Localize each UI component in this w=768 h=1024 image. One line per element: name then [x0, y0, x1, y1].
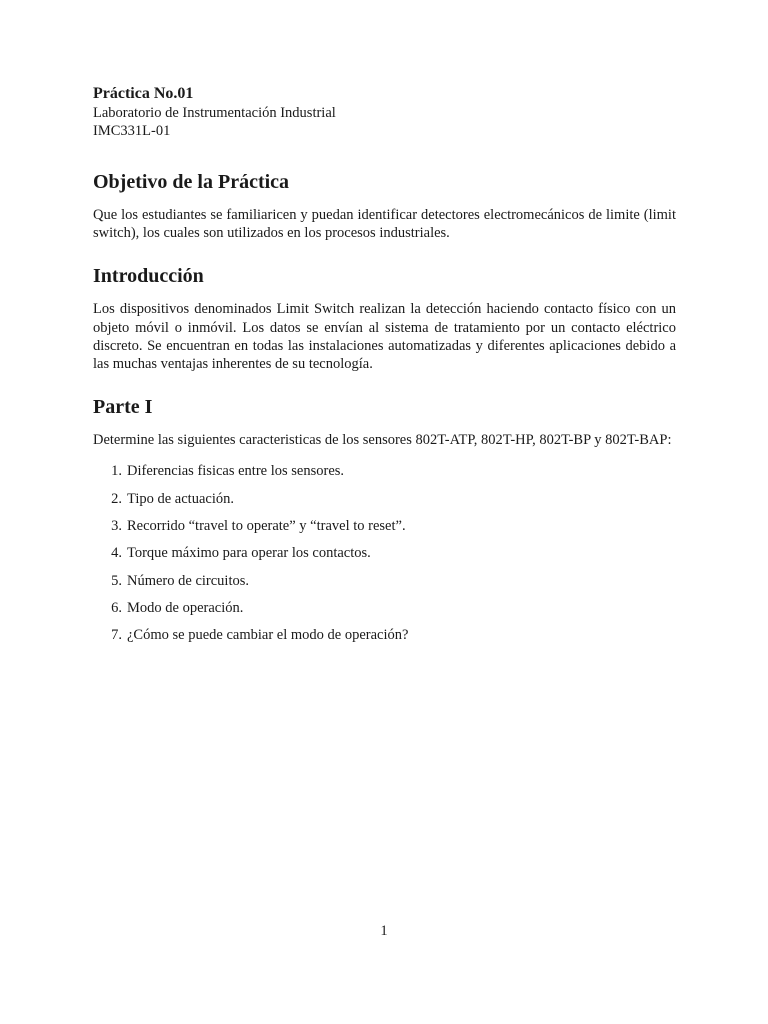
list-item-number: 7. — [111, 627, 122, 644]
list-item-text: Diferencias fisicas entre los sensores. — [127, 463, 345, 480]
course-name: Laboratorio de Instrumentación Industrial — [93, 105, 336, 121]
section-heading-objetivo: Objetivo de la Práctica — [93, 171, 290, 193]
list-item — [93, 462, 676, 480]
list-item — [93, 572, 676, 590]
section-body-introduccion: Los dispositivos denominados Limit Switch realizan la detección haciendo contacto físico con un objeto móvil o inmóvil. Los datos se envían al sistema de tratamiento por un contacto eléctrico discreto. Se encuentran en todas las instalaciones automatizadas y diferentes aplicaciones debido a las muchas ventajas inherentes de su tecnología. — [93, 301, 676, 373]
practice-title: Práctica No.01 — [93, 85, 194, 102]
list-item-number: 2. — [111, 490, 122, 507]
section-body-parte-1: Determine las siguientes caracteristicas de los sensores 802T-ATP, 802T-HP, 802T-BP y 802T-BAP: — [93, 432, 672, 449]
section-heading-introduccion: Introducción — [93, 265, 204, 288]
list-item-text: Recorrido “travel to operate” y “travel to reset”. — [127, 518, 406, 535]
section-heading-parte-1: Parte I — [93, 396, 153, 419]
list-item — [93, 517, 676, 535]
list-item-number: 4. — [111, 545, 122, 562]
course-code: IMC331L-01 — [93, 123, 171, 139]
document-page — [93, 84, 676, 654]
list-item-number: 1. — [111, 463, 122, 480]
list-item-number: 5. — [111, 572, 122, 589]
list-item — [93, 490, 676, 508]
list-item-text: Número de circuitos. — [127, 572, 250, 589]
list-item-number: 3. — [111, 518, 122, 535]
list-item — [93, 599, 676, 617]
page-number: 1 — [380, 923, 388, 939]
list-item-text: Torque máximo para operar los contactos. — [127, 545, 371, 562]
list-item-text: Tipo de actuación. — [127, 490, 234, 507]
list-item — [93, 626, 676, 644]
list-item-number: 6. — [111, 599, 122, 616]
list-item-text: Modo de operación. — [127, 599, 244, 616]
section-body-objetivo: Que los estudiantes se familiaricen y puedan identificar detectores electromecánicos de limite (limit switch), los cuales son utilizados en los procesos industriales. — [93, 207, 676, 242]
list-item-text: ¿Cómo se puede cambiar el modo de operación? — [127, 627, 409, 644]
list-item — [93, 544, 676, 562]
question-list — [93, 462, 676, 644]
